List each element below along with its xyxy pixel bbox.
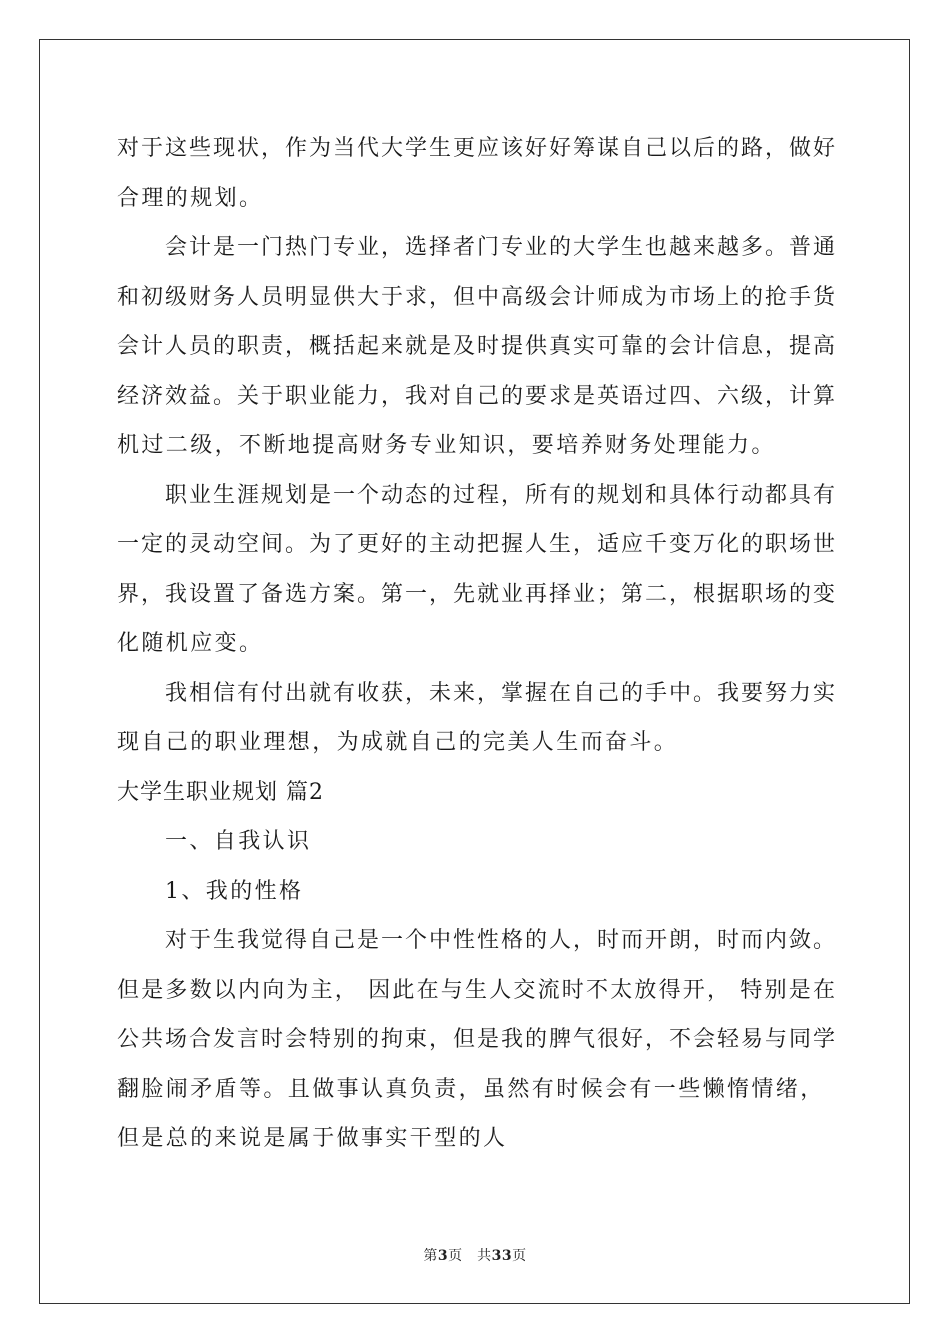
text-line: 对于这些现状，作为当代大学生更应该好好筹谋自己以后的路，做好 [117,136,838,161]
page-middle: 页 共 [448,1248,492,1264]
text-line: 合理的规划。 [117,185,264,211]
paragraph-start-line: 我相信有付出就有收获，未来，掌握在自己的手中。我要努力实 [165,680,838,706]
text-line: 翻脸闹矛盾等。且做事认真负责，虽然有时候会有一些懒惰情绪， [117,1076,825,1102]
text-line: 一定的灵动空间。为了更好的主动把握人生，适应千变万化的职场世 [117,532,838,557]
total-page-count: 33 [491,1248,513,1264]
document-body [117,124,837,1164]
section-heading: 大学生职业规划 篇2 [117,779,324,805]
current-page-number: 3 [437,1248,449,1264]
page-footer [0,1245,950,1265]
text-line: 化随机应变。 [117,631,264,656]
subsection-heading: 1、我的性格 [165,878,304,904]
page-suffix: 页 [512,1248,527,1264]
text-line: 和初级财务人员明显供大于求，但中高级会计师成为市场上的抢手货 [117,284,838,310]
text-line: 经济效益。关于职业能力，我对自己的要求是英语过四、六级，计算 [117,383,838,409]
text-line: 但是总的来说是属于做事实干型的人 [117,1126,508,1151]
page-prefix: 第 [423,1248,438,1264]
subsection-heading: 一、自我认识 [165,829,312,854]
text-line: 会计人员的职责，概括起来就是及时提供真实可靠的会计信息，提高 [117,334,838,359]
text-line: 机过二级，不断地提高财务专业知识，要培养财务处理能力。 [117,433,776,458]
paragraph-start-line: 职业生涯规划是一个动态的过程，所有的规划和具体行动都具有 [165,482,838,508]
text-line: 公共场合发言时会特别的拘束，但是我的脾气很好，不会轻易与同学 [117,1027,838,1052]
paragraph-start-line: 对于生我觉得自己是一个中性性格的人，时而开朗，时而内敛。 [165,928,838,953]
paragraph-start-line: 会计是一门热门专业，选择者门专业的大学生也越来越多。普通 [165,235,838,260]
text-line: 现自己的职业理想，为成就自己的完美人生而奋斗。 [117,730,679,755]
text-line: 界，我设置了备选方案。第一，先就业再择业；第二，根据职场的变 [117,581,838,607]
text-line: 但是多数以内向为主， 因此在与生人交流时不太放得开， 特别是在 [117,977,838,1003]
